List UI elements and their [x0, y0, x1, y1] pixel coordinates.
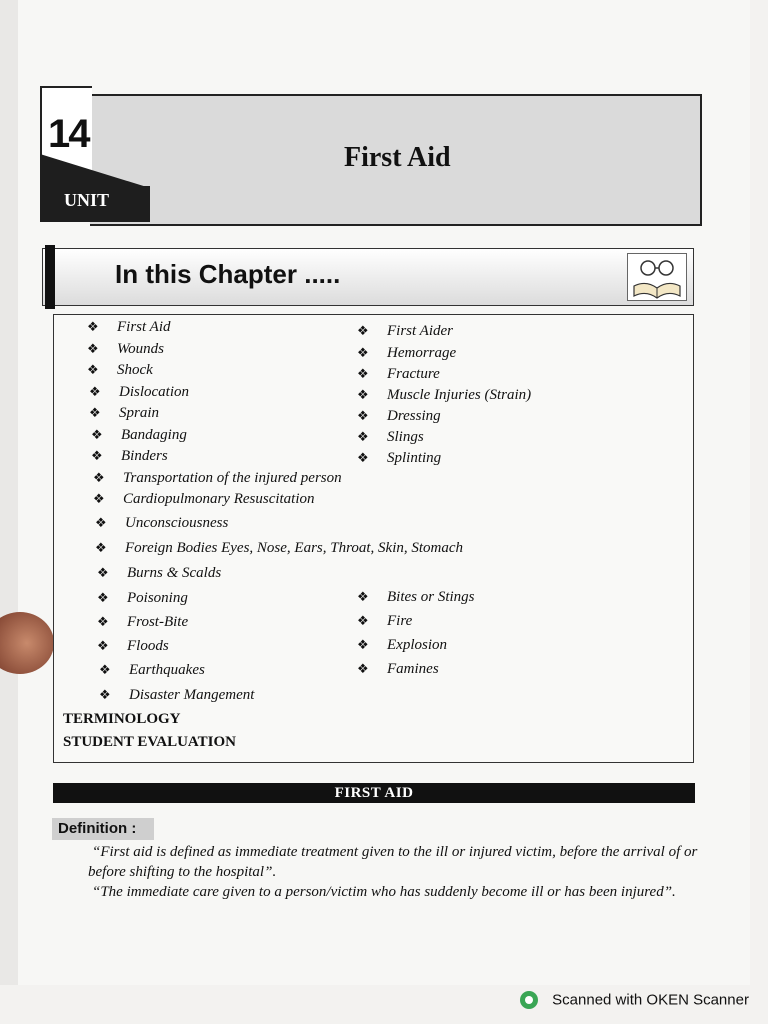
- diamond-bullet-icon: ❖: [99, 688, 111, 703]
- page-edge-shade: [0, 0, 18, 985]
- diamond-bullet-icon: ❖: [93, 471, 105, 486]
- book-reader-icon: [627, 253, 687, 301]
- contents-right-item: [357, 323, 453, 340]
- diamond-bullet-icon: ❖: [89, 385, 101, 400]
- contents-left-item: [97, 565, 221, 582]
- scanner-watermark: [520, 991, 749, 1013]
- definition-text: [88, 842, 706, 902]
- chapter-bar-mark: [45, 245, 55, 309]
- contents-left-item: [87, 341, 164, 358]
- contents-left-item: [89, 405, 159, 422]
- contents-left-item-label: Dislocation: [119, 384, 189, 400]
- definition-label: Definition :: [52, 818, 154, 840]
- contents-right-item: [357, 366, 440, 383]
- contents-right-item: [357, 450, 441, 467]
- contents-right-item-label: Slings: [387, 429, 424, 445]
- diamond-bullet-icon: ❖: [95, 541, 107, 556]
- contents-left-item-label: Transportation of the injured person: [123, 470, 342, 486]
- contents-right-item-label: Muscle Injuries (Strain): [387, 387, 532, 403]
- diamond-bullet-icon: ❖: [91, 428, 103, 443]
- contents-right-item-label: Hemorrage: [387, 345, 457, 361]
- contents-left-item-label: Disaster Mangement: [129, 687, 255, 703]
- diamond-bullet-icon: ❖: [357, 638, 369, 653]
- section-title-bar: FIRST AID: [53, 783, 695, 803]
- contents-right-item: [357, 345, 456, 362]
- contents-right-item: [357, 661, 439, 678]
- contents-left-item: [93, 470, 342, 487]
- contents-left-item: [99, 662, 205, 679]
- contents-left-item: [91, 448, 168, 465]
- contents-right-item: [357, 429, 424, 446]
- contents-left-item-label: Floods: [127, 638, 169, 654]
- contents-left-item: [87, 362, 153, 379]
- contents-left-item-label: Poisoning: [127, 590, 188, 606]
- diamond-bullet-icon: ❖: [357, 662, 369, 677]
- contents-left-item: [95, 515, 228, 532]
- contents-left-item-label: First Aid: [117, 319, 171, 335]
- contents-left-item-label: Bandaging: [121, 427, 187, 443]
- contents-right-item: [357, 408, 441, 425]
- contents-right-item-label: Explosion: [387, 637, 447, 653]
- unit-header: [40, 86, 700, 222]
- contents-left-item-label: Binders: [121, 448, 168, 464]
- diamond-bullet-icon: ❖: [87, 363, 99, 378]
- contents-left-item-label: Wounds: [117, 341, 164, 357]
- contents-right-item: [357, 387, 531, 404]
- contents-left-item: [99, 687, 254, 704]
- diamond-bullet-icon: ❖: [97, 639, 109, 654]
- contents-left-item: [95, 540, 463, 557]
- contents-right-item-label: Fracture: [387, 366, 440, 382]
- unit-badge-slant: [40, 154, 150, 188]
- oken-scanner-logo-icon: [520, 991, 538, 1009]
- contents-left-item-label: Cardiopulmonary Resuscitation: [123, 491, 315, 507]
- contents-left-item-label: Frost-Bite: [127, 614, 189, 630]
- diamond-bullet-icon: ❖: [357, 614, 369, 629]
- contents-right-item-label: Splinting: [387, 450, 442, 466]
- contents-right-item: [357, 637, 447, 654]
- diamond-bullet-icon: ❖: [99, 663, 111, 678]
- contents-left-item: [93, 491, 315, 508]
- diamond-bullet-icon: ❖: [357, 367, 369, 382]
- diamond-bullet-icon: ❖: [97, 591, 109, 606]
- diamond-bullet-icon: ❖: [357, 451, 369, 466]
- contents-left-item-label: Shock: [117, 362, 153, 378]
- scanner-watermark-text: Scanned with OKEN Scanner: [552, 991, 749, 1009]
- diamond-bullet-icon: ❖: [97, 615, 109, 630]
- diamond-bullet-icon: ❖: [93, 492, 105, 507]
- contents-left-item: [97, 590, 188, 607]
- definition-paragraph-1: “First aid is defined as immediate treatment given to the ill or injured victim, before the arrival of or before shifting to the hospital”.: [88, 844, 698, 880]
- diamond-bullet-icon: ❖: [357, 388, 369, 403]
- chapter-heading: In this Chapter .....: [115, 259, 341, 289]
- student-evaluation-heading: STUDENT EVALUATION: [63, 734, 236, 750]
- diamond-bullet-icon: ❖: [357, 430, 369, 445]
- chapter-contents-box: [53, 314, 694, 763]
- diamond-bullet-icon: ❖: [357, 324, 369, 339]
- contents-left-item: [97, 614, 188, 631]
- contents-right-item-label: Famines: [387, 661, 439, 677]
- diamond-bullet-icon: ❖: [357, 409, 369, 424]
- contents-left-item: [89, 384, 189, 401]
- diamond-bullet-icon: ❖: [91, 449, 103, 464]
- contents-left-item-label: Unconsciousness: [125, 515, 229, 531]
- diamond-bullet-icon: ❖: [87, 342, 99, 357]
- unit-label: UNIT: [64, 190, 110, 210]
- contents-right-item: [357, 589, 475, 606]
- diamond-bullet-icon: ❖: [87, 320, 99, 335]
- contents-left-item: [87, 319, 170, 336]
- terminology-heading: TERMINOLOGY: [63, 711, 181, 727]
- diamond-bullet-icon: ❖: [95, 516, 107, 531]
- contents-right-item-label: Fire: [387, 613, 413, 629]
- contents-right-item-label: Bites or Stings: [387, 589, 475, 605]
- diamond-bullet-icon: ❖: [89, 406, 101, 421]
- unit-number: 14: [48, 112, 89, 156]
- diamond-bullet-icon: ❖: [97, 566, 109, 581]
- unit-title: First Aid: [344, 142, 451, 173]
- contents-right-item: [357, 613, 412, 630]
- contents-right-item-label: Dressing: [387, 408, 441, 424]
- contents-left-item: [97, 638, 169, 655]
- contents-left-item-label: Burns & Scalds: [127, 565, 222, 581]
- diamond-bullet-icon: ❖: [357, 346, 369, 361]
- contents-left-item-label: Foreign Bodies Eyes, Nose, Ears, Throat, Skin, Stomach: [125, 540, 464, 556]
- chapter-bar: [42, 248, 694, 306]
- contents-right-item-label: First Aider: [387, 323, 453, 339]
- diamond-bullet-icon: ❖: [357, 590, 369, 605]
- contents-left-item-label: Earthquakes: [129, 662, 205, 678]
- contents-left-item: [91, 427, 187, 444]
- contents-left-item-label: Sprain: [119, 405, 160, 421]
- definition-paragraph-2: “The immediate care given to a person/victim who has suddenly become ill or has been injured”.: [92, 884, 676, 900]
